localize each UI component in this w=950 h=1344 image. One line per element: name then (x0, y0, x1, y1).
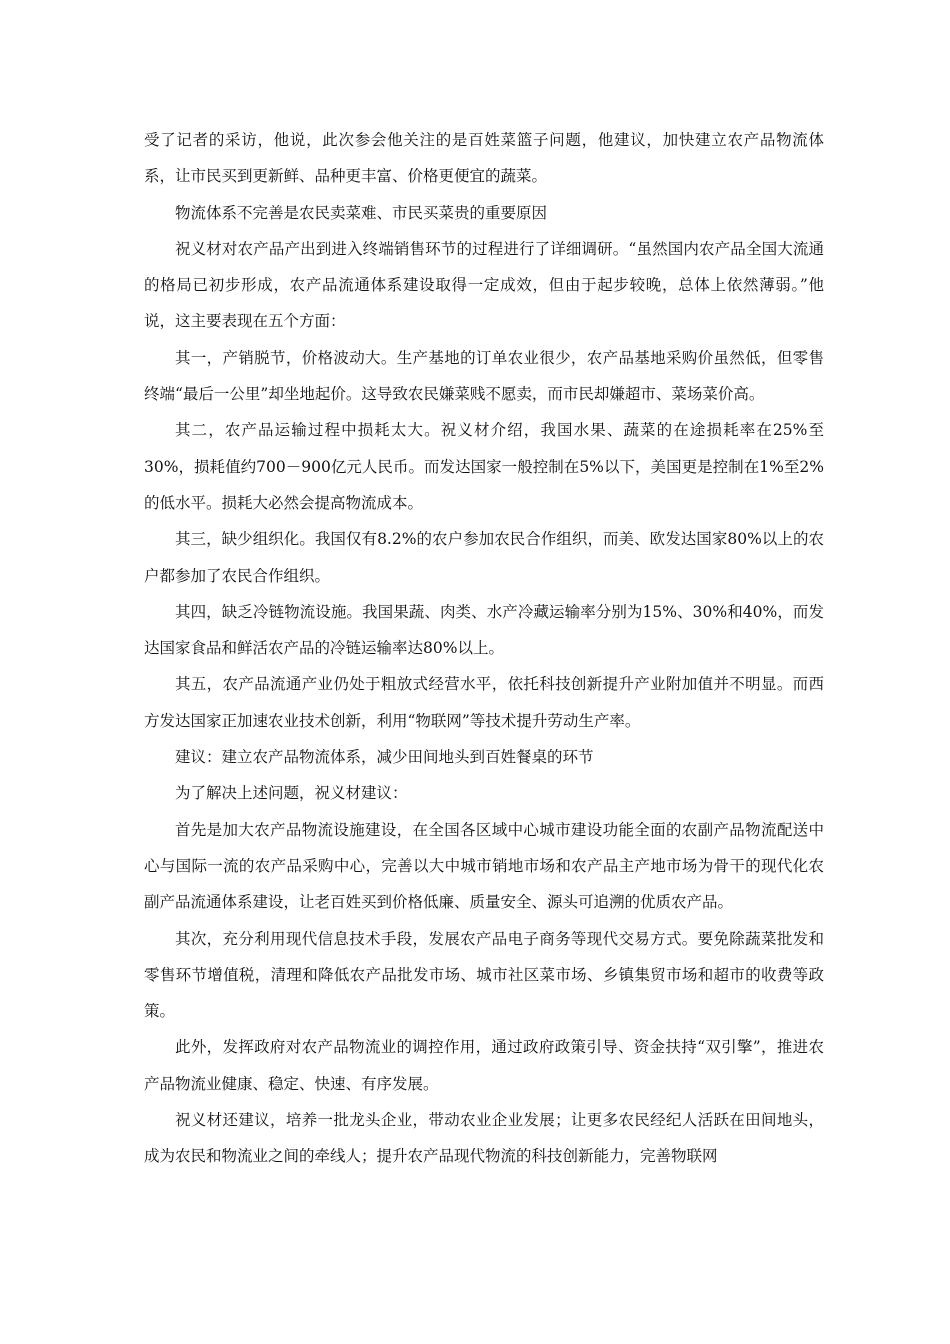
paragraph: 其四，缺乏冷链物流设施。我国果蔬、肉类、水产冷藏运输率分别为15%、30%和40%，而发达国家食品和鲜活农产品的冷链运输率达80%以上。 (144, 602, 824, 658)
paragraph: 为了解决上述问题，祝义材建议： (175, 784, 408, 803)
paragraph: 其一，产销脱节，价格波动大。生产基地的订单农业很少，农产品基地采购价虽然低，但零售终端“最后一公里”却坐地起价。这导致农民嫌菜贱不愿卖，而市民却嫌超市、菜场菜价高。 (144, 348, 824, 404)
paragraph: 此外，发挥政府对农产品物流业的调控作用，通过政府政策引导、资金扶持“双引擎”，推进农产品物流业健康、稳定、快速、有序发展。 (144, 1038, 824, 1093)
paragraph: 其三，缺少组织化。我国仅有8.2%的农户参加农民合作组织，而美、欧发达国家80%以上的农户都参加了农民合作组织。 (144, 530, 824, 585)
paragraph: 其次，充分利用现代信息技术手段，发展农产品电子商务等现代交易方式。要免除蔬菜批发和零售环节增值税，清理和降低农产品批发市场、城市社区菜市场、乡镇集贸市场和超市的收费等政策。 (144, 929, 824, 1021)
paragraph: 祝义材对农产品产出到进入终端销售环节的过程进行了详细调研。“虽然国内农产品全国大流通的格局已初步形成，农产品流通体系建设取得一定成效，但由于起步较晚，总体上依然薄弱。”他说，这主要表现在五个方面： (144, 239, 824, 331)
paragraph: 其二，农产品运输过程中损耗太大。祝义材介绍，我国水果、蔬菜的在途损耗率在25%至30%，损耗值约700－900亿元人民币。而发达国家一般控制在5%以下，美国更是控制在1%至2%的低水平。损耗大必然会提高物流成本。 (144, 421, 824, 512)
paragraph: 首先是加大农产品物流设施建设，在全国各区域中心城市建设功能全面的农副产品物流配送中心与国际一流的农产品采购中心，完善以大中城市销地市场和农产品主产地市场为骨干的现代化农副产品流通体系建设，让老百姓买到价格低廉、质量安全、源头可追溯的优质农产品。 (144, 820, 824, 912)
document-body (144, 122, 824, 1175)
section-heading: 物流体系不完善是农民卖菜难、市民买菜贵的重要原因 (175, 203, 548, 222)
paragraph: 受了记者的采访，他说，此次参会他关注的是百姓菜篮子问题，他建议，加快建立农产品物流体系，让市民买到更新鲜、品种更丰富、价格更便宜的蔬菜。 (144, 131, 824, 186)
paragraph: 祝义材还建议，培养一批龙头企业，带动农业企业发展；让更多农民经纪人活跃在田间地头，成为农民和物流业之间的牵线人；提升农产品现代物流的科技创新能力，完善物联网 (144, 1111, 824, 1166)
paragraph: 其五，农产品流通产业仍处于粗放式经营水平，依托科技创新提升产业附加值并不明显。而西方发达国家正加速农业技术创新，利用“物联网”等技术提升劳动生产率。 (144, 675, 824, 730)
section-heading: 建议：建立农产品物流体系，减少田间地头到百姓餐桌的环节 (175, 748, 594, 767)
